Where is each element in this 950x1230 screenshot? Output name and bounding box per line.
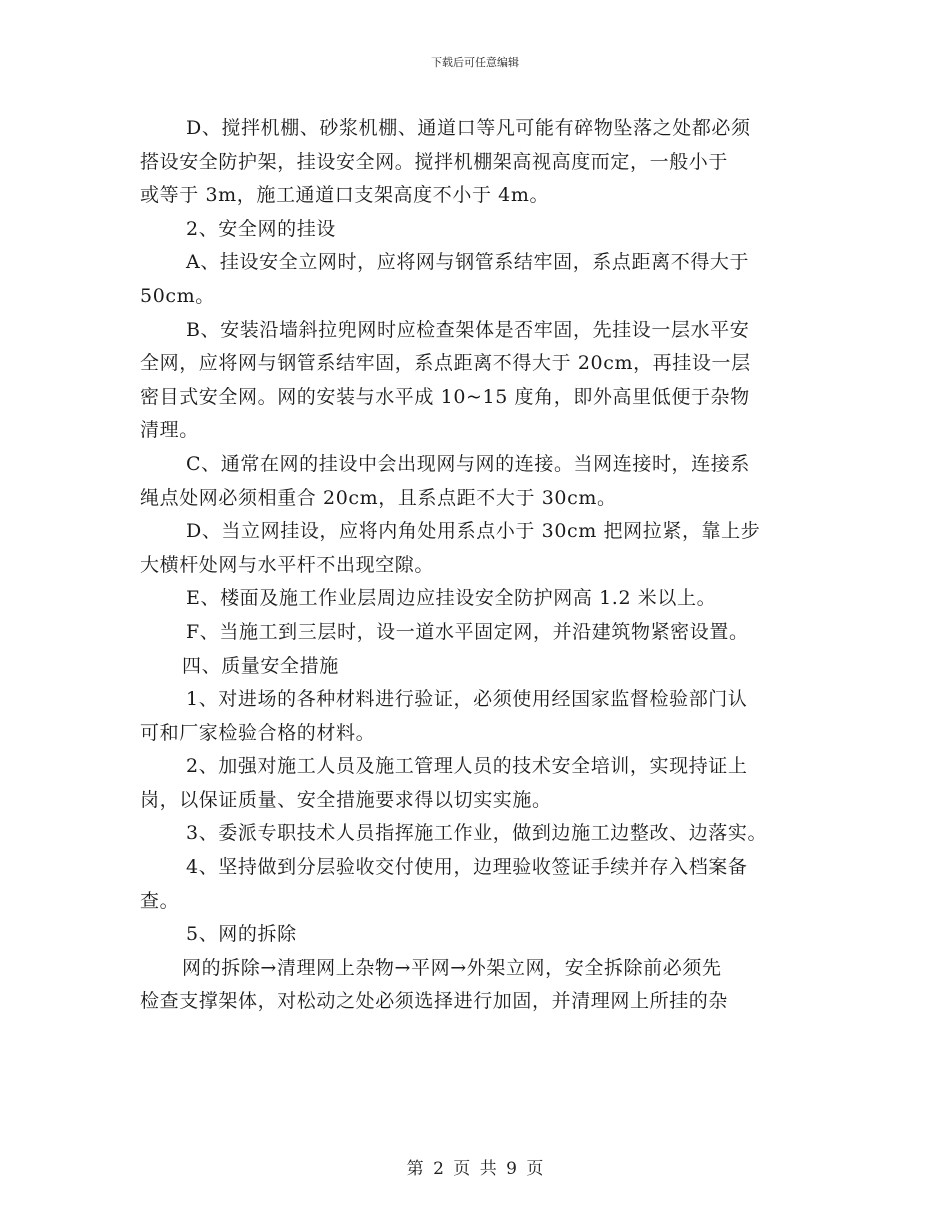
text-line: 3、委派专职技术人员指挥施工作业，做到边施工边整改、边落实。 (186, 822, 768, 845)
text-line: 岗，以保证质量、安全措施要求得以切实实施。 (140, 788, 552, 811)
text-line: 检查支撑架体，对松动之处必须选择进行加固，并清理网上所挂的杂 (140, 990, 729, 1013)
text-line: 查。 (140, 889, 180, 912)
text-line: 清理。 (140, 419, 199, 442)
text-line: B、安装沿墙斜拉兜网时应检查架体是否牢固，先挂设一层水平安 (186, 318, 750, 341)
text-line: E、楼面及施工作业层周边应挂设安全防护网高 1.2 米以上。 (186, 587, 717, 610)
text-line: 2、加强对施工人员及施工管理人员的技术安全培训，实现持证上 (186, 755, 748, 778)
text-line: 可和厂家检验合格的材料。 (140, 721, 376, 744)
text-line: D、当立网挂设，应将内角处用系点小于 30cm 把网拉紧，靠上步 (186, 520, 761, 543)
section-heading: 四、质量安全措施 (182, 654, 339, 677)
text-line: 绳点处网必须相重合 20cm，且系点距不大于 30cm。 (140, 486, 617, 509)
document-body (140, 112, 820, 1019)
text-line: 50cm。 (140, 284, 215, 307)
text-line: 全网，应将网与钢管系结牢固，系点距离不得大于 20cm，再挂设一层 (140, 352, 751, 375)
text-line: 密目式安全网。网的安装与水平成 10~15 度角，即外高里低便于杂物 (140, 385, 750, 408)
text-line: 大横杆处网与水平杆不出现空隙。 (140, 553, 435, 576)
text-line: 网的拆除→清理网上杂物→平网→外架立网，安全拆除前必须先 (182, 956, 722, 979)
text-line: 5、网的拆除 (186, 923, 297, 946)
text-line: D、搅拌机棚、砂浆机棚、通道口等凡可能有碎物坠落之处都必须 (186, 117, 751, 139)
text-line: 1、对进场的各种材料进行验证，必须使用经国家监督检验部门认 (186, 688, 748, 711)
text-line: 搭设安全防护架，挂设安全网。搅拌机棚架高视高度而定，一般小于 (140, 150, 729, 173)
text-line: 2、安全网的挂设 (186, 217, 336, 240)
text-line: C、通常在网的挂设中会出现网与网的连接。当网连接时，连接系 (186, 452, 750, 475)
text-line: A、挂设安全立网时，应将网与钢管系结牢固，系点距离不得大于 (186, 251, 750, 274)
text-line: 或等于 3m，施工通道口支架高度不小于 4m。 (140, 184, 550, 207)
text-line: 4、坚持做到分层验收交付使用，边理验收签证手续并存入档案备 (186, 856, 748, 879)
page-header: 下载后可任意编辑 (431, 56, 519, 69)
text-line: F、当施工到三层时，设一道水平固定网，并沿建筑物紧密设置。 (186, 620, 749, 643)
page-footer: 第 2 页 共 9 页 (406, 1159, 544, 1179)
